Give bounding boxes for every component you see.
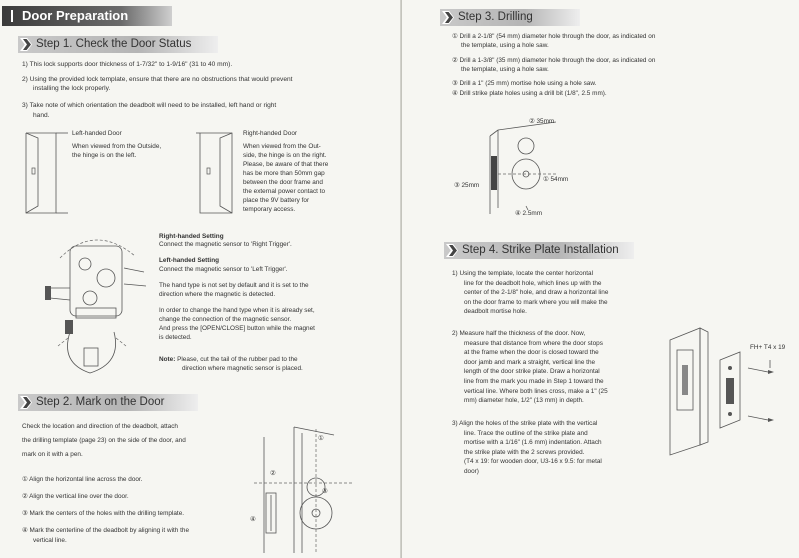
right-handed-door-line3: Please, be aware of that there <box>243 161 329 168</box>
step4-header <box>444 242 634 259</box>
change-hand-line4: is detected. <box>159 334 192 341</box>
lock-interior-sensor-illustration <box>40 228 152 388</box>
left-handed-door-line1: When viewed from the Outside, <box>72 143 162 150</box>
step2-intro-line3: mark on it with a pen. <box>22 451 83 458</box>
right-handed-setting-text: Connect the magnetic sensor to 'Right Trigger'. <box>159 241 292 248</box>
step4-p3-line: 3) Align the holes of the strike plate with the vertical <box>452 420 598 427</box>
step1-item2-line1: 2) Using the provided lock template, ensure that there are no obstructions that would prevent <box>22 76 293 83</box>
step4-p3-line: line. Trace the outline of the strike plate and <box>464 429 588 437</box>
change-hand-line1: In order to change the hand type when it is already set, <box>159 307 315 314</box>
left-handed-door-illustration <box>24 128 70 218</box>
step4-p1-line: on the door frame to mark where you will make the <box>464 298 608 306</box>
left-handed-setting-text: Connect the magnetic sensor to 'Left Trigger'. <box>159 266 288 273</box>
right-handed-setting-title: Right-handed Setting <box>159 233 224 240</box>
step4-p1-line: center of the 2-1/8" hole, and draw a horizontal line <box>464 289 609 297</box>
rubber-pad-note-line2: direction where magnetic sensor is placed. <box>182 365 303 372</box>
right-handed-door-line4: has be more than 50mm gap <box>243 170 325 177</box>
right-handed-door-line5: between the door frame and <box>243 179 323 186</box>
step4-p2-line: 2) Measure half the thickness of the door. Now, <box>452 330 586 337</box>
door-marking-illustration <box>244 425 364 555</box>
right-page <box>402 0 799 558</box>
step3-item2-line1: ② Drill a 1-3/8" (35 mm) diameter hole through the door, as indicated on <box>452 57 656 64</box>
marking-label-1: ① <box>318 435 324 442</box>
right-handed-door-line6: the external power contact to <box>243 188 326 195</box>
drilling-illustration <box>486 116 569 216</box>
step2-intro-line1: Check the location and direction of the deadbolt, attach <box>22 423 178 430</box>
step4-p2-line: measure that distance from where the door stops <box>464 339 603 347</box>
step4-p2-line: mm) diameter hole, 1/2" (13 mm) in depth. <box>464 397 584 405</box>
step2-item2: ② Align the vertical line over the door. <box>22 493 129 500</box>
step2-item3: ③ Mark the centers of the holes with the drilling template. <box>22 510 185 517</box>
marking-label-3: ③ <box>322 488 328 495</box>
rubber-pad-note-line1 <box>159 356 298 365</box>
step-arrow-icon <box>445 12 453 23</box>
hole-label-2-5mm: ④ 2.5mm <box>515 210 543 217</box>
step2-header-label: Step 2. Mark on the Door <box>36 396 165 408</box>
step-arrow-icon <box>23 397 31 408</box>
hand-type-note-line1: The hand type is not set by default and it is set to the <box>159 282 309 289</box>
step1-item3-line2: hand. <box>33 112 50 119</box>
step3-item2-line2: the template, using a hole saw. <box>461 66 549 73</box>
step1-item3-line1: 3) Take note of which orientation the deadbolt will need to be installed, left hand or right <box>22 102 277 109</box>
screw-spec-label: FH+ T4 x 19 <box>750 344 786 351</box>
right-handed-door-line7: place the 9V battery for <box>243 197 310 204</box>
step4-p3-line: door) <box>464 468 479 475</box>
step4-p1-line: 1) Using the template, locate the center horizontal <box>452 270 594 277</box>
step4-p2-line: line from the mark you made in Step 1 toward the <box>464 378 604 385</box>
hand-type-note-line2: direction where the magnetic is detected. <box>159 291 276 298</box>
step3-item1-line2: the template, using a hole saw. <box>461 42 549 49</box>
hole-label-25mm: ③ 25mm <box>454 182 480 189</box>
right-handed-door-title: Right-handed Door <box>243 130 297 137</box>
change-hand-line3: And press the [OPEN/CLOSE] button while the magnet <box>159 325 315 332</box>
page-title: Door Preparation <box>2 6 172 26</box>
note-label: Note: <box>159 356 176 363</box>
left-handed-door-line2: the hinge is on the left. <box>72 152 137 159</box>
step-arrow-icon <box>23 39 31 50</box>
right-handed-door-line2: side, the hinge is on the right. <box>243 152 327 159</box>
step2-item1: ① Align the horizontal line across the door. <box>22 476 143 483</box>
step4-p3-line: (T4 x 19: for wooden door, U3-16 x 9.5: for metal <box>464 458 602 466</box>
step3-header <box>440 9 580 26</box>
left-handed-setting-title: Left-handed Setting <box>159 257 219 264</box>
step1-item1: 1) This lock supports door thickness of 1-7/32" to 1-9/16" (31 to 40 mm). <box>22 61 233 68</box>
step1-header-label: Step 1. Check the Door Status <box>36 38 192 50</box>
step-arrow-icon <box>449 245 457 256</box>
step4-p1-line: line for the deadbolt hole, which lines up with the <box>464 279 602 287</box>
strike-plate-illustration <box>660 320 780 450</box>
right-handed-door-line8: temporary access. <box>243 206 296 213</box>
step1-header <box>18 36 218 53</box>
change-hand-line2: change the connection of the magnetic sensor. <box>159 316 292 323</box>
step4-p3-line: mortise with a 1/16" (1.6 mm) indentation. Attach <box>464 439 602 447</box>
note-text: Please, cut the tail of the rubber pad to the <box>175 356 298 363</box>
right-handed-door-line1: When viewed from the Out- <box>243 143 321 150</box>
step4-header-label: Step 4. Strike Plate Installation <box>462 244 619 256</box>
step4-p2-line: vertical line. Where both lines cross, make a 1" (25 <box>464 387 608 395</box>
step2-header <box>18 394 198 411</box>
step2-item4-line1: ④ Mark the centerline of the deadbolt by aligning it with the <box>22 527 190 534</box>
step3-item4: ④ Drill strike plate holes using a drill bit (1/8", 2.5 mm). <box>452 90 607 97</box>
step4-p2-line: door jamb and mark a straight, vertical line the <box>464 358 596 366</box>
left-handed-door-title: Left-handed Door <box>72 130 122 137</box>
step1-item2-line2: installing the lock properly. <box>33 85 111 92</box>
step2-item4-line2: vertical line. <box>33 537 67 544</box>
hole-label-35mm: ② 35mm <box>529 118 555 125</box>
step4-p2-line: length of the door strike plate. Draw a horizontal <box>464 368 600 376</box>
marking-label-4: ④ <box>250 516 256 523</box>
step2-intro-line2: the drilling template (page 23) on the side of the door, and <box>22 437 186 444</box>
hole-label-54mm: ① 54mm <box>543 176 569 183</box>
step3-header-label: Step 3. Drilling <box>458 11 533 23</box>
right-handed-door-illustration <box>196 128 242 218</box>
step4-p1-line: deadbolt mortise hole. <box>464 308 527 316</box>
step3-item1-line1: ① Drill a 2-1/8" (54 mm) diameter hole through the door, as indicated on <box>452 33 656 40</box>
step4-p3-line: the strike plate with the 2 screws provided. <box>464 448 585 456</box>
step3-item3: ③ Drill a 1" (25 mm) mortise hole using a hole saw. <box>452 80 597 87</box>
marking-label-2: ② <box>270 470 276 477</box>
step4-p2-line: at the frame when the door is closed toward the <box>464 349 599 357</box>
